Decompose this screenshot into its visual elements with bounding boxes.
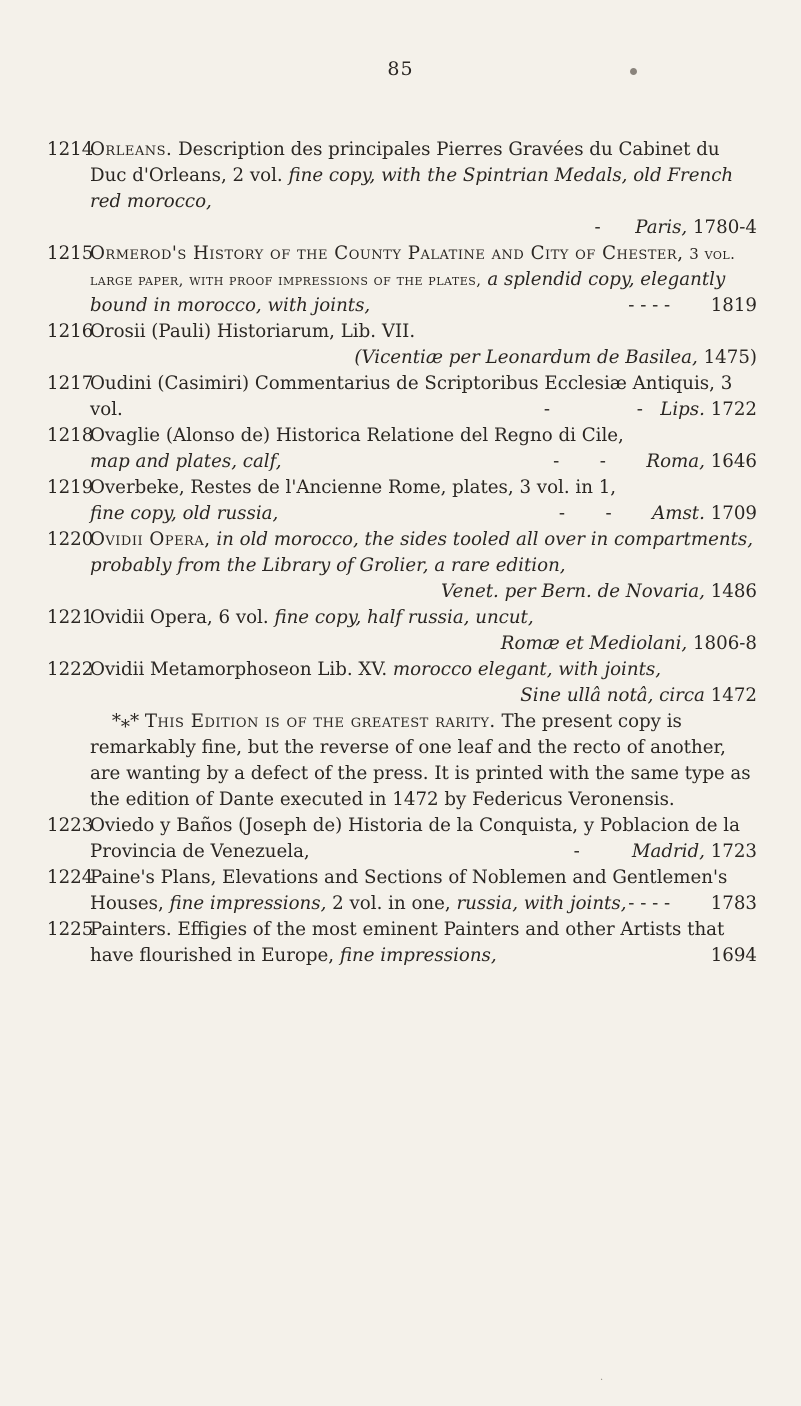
entry-description: fine copy, with the Spintrian Medals, old French red morocco, (90, 165, 734, 212)
leader-dash: - (573, 841, 580, 862)
entry-year: 1709 (710, 503, 757, 524)
entry-description-2: russia, with joints, (456, 893, 627, 914)
entry-description: fine copy, half russia, uncut, (274, 607, 534, 628)
lot-number: 1220 (47, 529, 94, 550)
entry-year: 1806-8 (692, 633, 757, 654)
lot-number: 1214 (47, 139, 94, 160)
leader-dashes: - - - - (628, 893, 671, 914)
lot-number: 1224 (47, 867, 94, 888)
lot-number: 1216 (47, 321, 94, 342)
catalogue-entry (47, 657, 757, 813)
catalogue-entry (47, 475, 757, 527)
rarity-note-text: The present copy is remarkably fine, but the reverse of one leaf and the recto of another, are wanting by a defect of the press. It is printed with the same type as the edition of Dante executed in 1472 by Federicus Veronensis. (90, 711, 751, 810)
lot-number: 1215 (47, 243, 94, 264)
catalogue-entry (47, 605, 757, 657)
entry-text-2: 2 vol. in one, (332, 893, 451, 914)
entry-year: 1694 (710, 945, 757, 966)
entry-place: Madrid, (631, 841, 705, 862)
entry-year: 1819 (710, 295, 757, 316)
leader-dashes: - - - - (628, 295, 671, 316)
leader-dash: - (543, 399, 550, 420)
lot-number: 1222 (47, 659, 94, 680)
entry-year: 1472 (710, 685, 757, 706)
entry-text: Description des principales Pierres Gravées du Cabinet du Duc d'Orleans, 2 vol. (90, 139, 720, 186)
entry-text: Oudini (Casimiri) Commentarius de Scriptoribus Ecclesiæ Antiquis, 3 vol. (90, 373, 733, 420)
entry-place: Roma, (646, 451, 705, 472)
entry-text: Ovidii Opera, 6 vol. (90, 607, 269, 628)
asterism-mark: *⁎* (111, 711, 140, 732)
entry-year: 1722 (710, 399, 757, 420)
lot-number: 1223 (47, 815, 94, 836)
entry-place: Sine ullâ notâ, circa (520, 685, 705, 706)
lot-number: 1218 (47, 425, 94, 446)
catalogue-entry (47, 319, 757, 371)
entry-heading: Ovidii Opera, (90, 529, 211, 550)
leader-dash: - (558, 503, 565, 524)
lot-number: 1221 (47, 607, 94, 628)
entry-description: fine impressions, (339, 945, 497, 966)
entry-place: Amst. (652, 503, 705, 524)
lot-number: 1225 (47, 919, 94, 940)
catalogue-entry (47, 527, 757, 605)
entry-heading: Ormerod's History of the County Palatine and City of Chester, (90, 243, 684, 264)
entry-year: 1486 (710, 581, 757, 602)
catalogue-entry (47, 423, 757, 475)
rarity-note (90, 709, 757, 813)
entry-place: Lips. (660, 399, 705, 420)
entry-description: fine copy, old russia, (90, 503, 279, 524)
page-speck: · (600, 1375, 604, 1386)
entry-place: Venet. per Bern. de Novaria, (441, 581, 705, 602)
entry-description: (Vicentiæ per Leonardum de Basilea, (354, 347, 698, 368)
entry-year: 1646 (710, 451, 757, 472)
leader-dash: - (599, 451, 606, 472)
catalogue-entry (47, 865, 757, 917)
entry-text: Painters. Effigies of the most eminent Painters and other Artists that have flourished in Europe, (90, 919, 725, 966)
lot-number: 1217 (47, 373, 94, 394)
entry-text: Overbeke, Restes de l'Ancienne Rome, plates, 3 vol. in 1, (90, 477, 617, 498)
leader-dash: - (605, 503, 612, 524)
entry-year: 1783 (710, 893, 757, 914)
leader-dash: - (553, 451, 560, 472)
entry-year: 1723 (710, 841, 757, 862)
entry-description: fine impressions, (169, 893, 327, 914)
catalogue-entry (47, 137, 757, 241)
entry-text: Ovidii Metamorphoseon Lib. XV. (90, 659, 388, 680)
catalogue-entry (47, 241, 757, 319)
entry-description: in old morocco, the sides tooled all over in compartments, probably from the Library of Grolier, a rare edition, (90, 529, 754, 576)
entry-description: morocco elegant, with joints, (392, 659, 662, 680)
entry-description: a splendid copy, elegantly bound in morocco, with joints, (90, 269, 726, 316)
leader-dash: - (636, 399, 643, 420)
entry-text: Ovaglie (Alonso de) Historica Relatione del Regno di Cile, (90, 425, 624, 446)
rarity-note-lead: This Edition is of the greatest rarity. (144, 711, 496, 732)
entry-place: Romæ et Mediolani, (500, 633, 688, 654)
entry-text: Oviedo y Baños (Joseph de) Historia de la Conquista, y Poblacion de la Provincia de Venezuela, (90, 815, 740, 862)
catalogue-entry (47, 371, 757, 423)
catalogue-entry (47, 917, 757, 969)
page-blot (630, 68, 637, 75)
catalogue-entries (47, 137, 757, 969)
entry-year: 1475) (703, 347, 757, 368)
entry-description: map and plates, calf, (90, 451, 282, 472)
entry-heading: Orleans. (90, 139, 173, 160)
leader-dash: - (594, 217, 601, 238)
entry-text: 3 vol. large paper, with proof impressions of the plates, (90, 245, 736, 289)
entry-place: Paris, (635, 217, 688, 238)
lot-number: 1219 (47, 477, 94, 498)
page-number: 85 (387, 58, 414, 80)
catalogue-entry (47, 813, 757, 865)
entry-text: Paine's Plans, Elevations and Sections of Noblemen and Gentlemen's Houses, (90, 867, 728, 914)
entry-text: Orosii (Pauli) Historiarum, Lib. VII. (90, 321, 416, 342)
entry-year: 1780-4 (692, 217, 757, 238)
